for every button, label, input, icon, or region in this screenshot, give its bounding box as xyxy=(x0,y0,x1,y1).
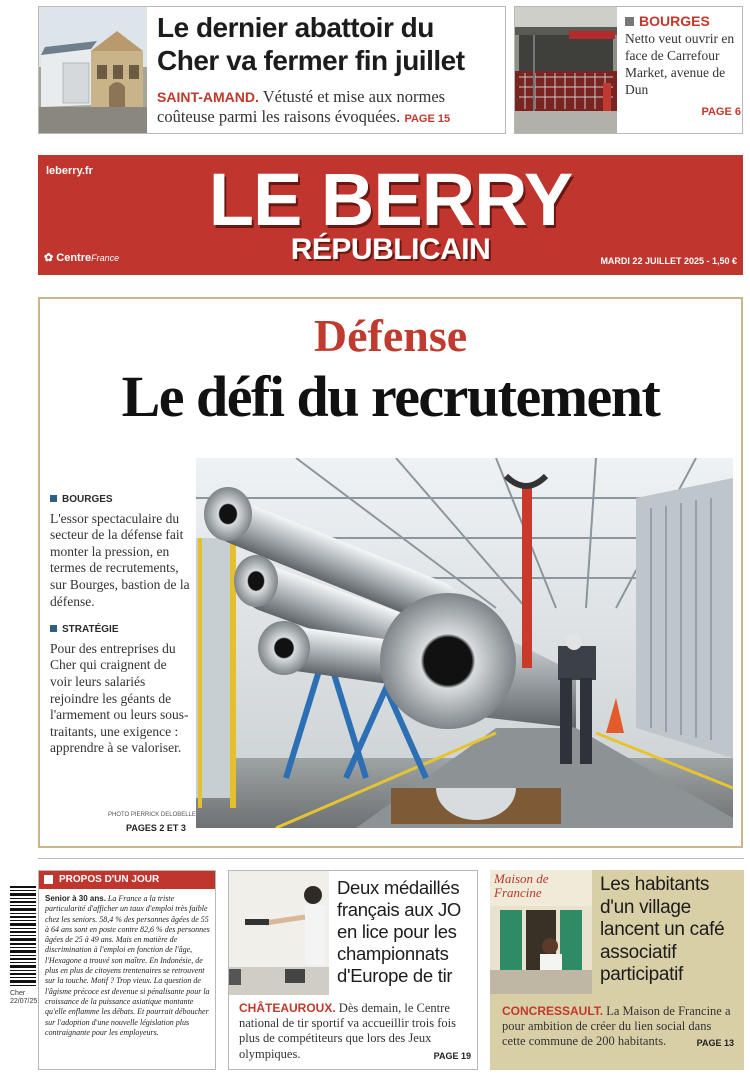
teaser-abattoir-page[interactable]: PAGE 15 xyxy=(404,113,451,125)
group-suffix: France xyxy=(91,253,120,263)
shooter-photo xyxy=(229,871,329,995)
issue-date-price: MARDI 22 JUILLET 2025 - 1,50 € xyxy=(600,256,737,266)
group-logo xyxy=(44,251,119,264)
bullet-square-icon xyxy=(50,625,57,632)
barcode-label: Cher xyxy=(10,990,26,997)
newspaper-subtitle: RÉPUBLICAIN xyxy=(290,233,491,266)
teaser-tir-body xyxy=(239,1001,471,1064)
teaser-cafe-title: Les habitants d'un village lancent un café associatif participatif xyxy=(600,874,725,985)
lead-kicker: Défense xyxy=(313,310,468,361)
bullet-square-icon xyxy=(44,875,53,884)
propos-body xyxy=(45,894,211,1038)
propos-text: La France a la triste particularité d'afficher un taux d'emploi très faible chez les seniors. 58,4 % des personnes âgées de 55 à 64 ans sont en poste contre 82,6 % des personnes âgées de 25 à 49 ans. Mais en matière de discrimination à l'emploi en fonction de l'âge, l'Hexagone a trouvé son maître. En Indonésie, de plus en plus de citoyens trentenaires se retrouvent sur la touche. Motif ? Trop vieux. La question de l'âgisme précoce est devenue si pénalisante pour la croissance de la puissance asiatique montante qu'elle enflamme les débats. Et pourrait déboucher sur l'adoption d'une nouvelle législation plus contraignante pour les employeurs. xyxy=(45,894,210,1037)
newspaper-title: LE BERRY xyxy=(208,158,573,241)
masthead xyxy=(38,155,743,275)
teaser-abattoir-text: Vétusté et mise aux normes coûteuse parmi les raisons évoquées. xyxy=(157,87,446,126)
cafe-photo xyxy=(490,870,592,994)
barcode-date: 22/07/25 xyxy=(10,998,38,1005)
teaser-cafe-location: CONCRESSAULT. xyxy=(502,1004,604,1018)
teaser-tir[interactable] xyxy=(228,870,478,1070)
bullet-square-icon xyxy=(50,495,57,502)
centre-france-icon: ✿ xyxy=(44,252,54,264)
teaser-tir-text: Dès demain, le Centre national de tir sportif va accueillir trois fois plus de compétiteurs que lors des Jeux olympiques. xyxy=(239,1001,456,1061)
teaser-abattoir-title: Le dernier abattoir du Cher va fermer fin juillet xyxy=(157,12,465,76)
section-divider xyxy=(38,858,744,859)
lead-sidebar xyxy=(50,492,190,769)
propos-column[interactable] xyxy=(38,870,216,1070)
teaser-cafe-text: La Maison de Francine a pour ambition de créer du lien social dans cette commune de 200 habitants. xyxy=(502,1004,731,1049)
lead-section-2 xyxy=(50,622,190,757)
lead-section-1-text: L'essor spectaculaire du secteur de la défense fait monter la pression, en termes de recrutements, sur Bourges, bastion de la défense. xyxy=(50,510,190,609)
netto-photo xyxy=(515,7,617,133)
lead-section-1-heading: BOURGES xyxy=(50,492,190,509)
lead-story[interactable] xyxy=(38,297,743,848)
teaser-netto-body xyxy=(625,13,741,121)
teaser-netto[interactable] xyxy=(514,6,743,134)
bullet-square-icon xyxy=(625,17,634,26)
teaser-tir-location: CHÂTEAUROUX. xyxy=(239,1001,336,1015)
abattoir-photo xyxy=(39,7,147,133)
teaser-abattoir-body xyxy=(157,87,497,129)
teaser-cafe[interactable] xyxy=(490,870,744,1070)
photo-credit: PHOTO PIERRICK DELOBELLE xyxy=(108,812,196,818)
propos-lead: Senior à 30 ans. xyxy=(45,894,106,903)
teaser-tir-title: Deux médaillés français aux JO en lice pour les championnats d'Europe de tir xyxy=(337,877,462,986)
teaser-netto-text: Netto veut ouvrir en face de Carrefour Market, avenue de Dun xyxy=(625,31,735,97)
site-url[interactable]: leberry.fr xyxy=(46,165,93,177)
barcode xyxy=(10,886,36,1020)
teaser-cafe-page[interactable]: PAGE 13 xyxy=(696,1038,734,1049)
factory-photo xyxy=(196,458,733,828)
cafe-sign: Maison de Francine xyxy=(494,871,549,900)
teaser-cafe-body xyxy=(502,1004,734,1052)
lead-pages[interactable]: PAGES 2 ET 3 xyxy=(126,823,186,833)
propos-header xyxy=(39,871,215,889)
teaser-netto-location: BOURGES xyxy=(639,13,710,29)
group-name: Centre xyxy=(56,252,92,264)
lead-title: Le défi du recrutement xyxy=(121,364,660,429)
lead-section-2-text: Pour des entreprises du Cher qui craignent de voir leurs salariés rejoindre les géants de l'armement ou leurs sous-traitants, une exigence : apprendre à se valoriser. xyxy=(50,640,189,756)
teaser-abattoir[interactable] xyxy=(38,6,506,134)
teaser-netto-page[interactable]: PAGE 6 xyxy=(701,106,741,118)
propos-header-label: PROPOS D'UN JOUR xyxy=(59,874,160,885)
lead-section-2-heading: STRATÉGIE xyxy=(50,622,190,639)
lead-section-1 xyxy=(50,492,190,610)
teaser-abattoir-location: SAINT-AMAND. xyxy=(157,89,259,105)
teaser-tir-page[interactable]: PAGE 19 xyxy=(433,1050,471,1061)
